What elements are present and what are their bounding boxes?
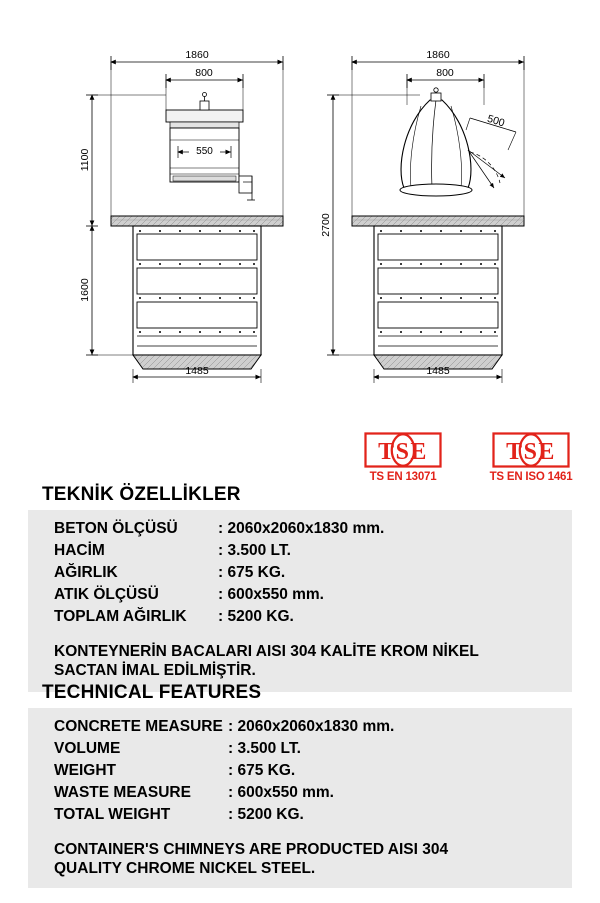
table-row bbox=[28, 804, 572, 826]
spec-note-tr: KONTEYNERİN BACALARI AISI 304 KALİTE KROM NİKEL SACTAN İMAL EDİLMİŞTİR. bbox=[54, 643, 479, 679]
table-row bbox=[28, 606, 572, 628]
table-row bbox=[28, 782, 572, 804]
tse-logo-icon bbox=[364, 432, 442, 468]
dim-top-inner-left bbox=[166, 67, 243, 88]
spec-value: : 5200 KG. bbox=[218, 608, 294, 625]
table-row bbox=[28, 716, 572, 738]
dim-height-upper-left bbox=[79, 95, 98, 226]
spec-value: : 2060x2060x1830 mm. bbox=[218, 520, 385, 537]
spec-key: TOPLAM AĞIRLIK bbox=[54, 608, 187, 625]
spec-key: HACİM bbox=[54, 542, 105, 559]
svg-text:1600: 1600 bbox=[79, 278, 91, 302]
svg-text:2700: 2700 bbox=[320, 213, 332, 237]
tse-logo-icon bbox=[492, 432, 570, 468]
spec-note-en: CONTAINER'S CHIMNEYS ARE PRODUCTED AISI 304 QUALITY CHROME NICKEL STEEL. bbox=[54, 841, 449, 877]
dim-total-height bbox=[320, 95, 339, 355]
svg-text:TSE: TSE bbox=[378, 439, 428, 465]
dim-angle-500 bbox=[466, 113, 516, 188]
spec-key: WASTE MEASURE bbox=[54, 784, 191, 801]
spec-key: AĞIRLIK bbox=[54, 564, 118, 581]
table-row bbox=[28, 738, 572, 760]
spec-key: CONCRETE MEASURE bbox=[54, 718, 223, 735]
spec-value: : 2060x2060x1830 mm. bbox=[228, 718, 395, 735]
dim-top-inner-right bbox=[407, 67, 484, 88]
spec-value: : 600x550 mm. bbox=[218, 586, 324, 603]
table-row bbox=[28, 540, 572, 562]
svg-text:500: 500 bbox=[485, 112, 507, 130]
svg-text:800: 800 bbox=[195, 67, 213, 79]
svg-text:1860: 1860 bbox=[426, 49, 450, 61]
spec-key: ATIK ÖLÇÜSÜ bbox=[54, 586, 159, 603]
svg-text:1485: 1485 bbox=[426, 365, 450, 377]
technical-drawing bbox=[0, 0, 600, 420]
spec-value: : 3.500 LT. bbox=[218, 542, 291, 559]
table-row bbox=[28, 584, 572, 606]
svg-text:1485: 1485 bbox=[185, 365, 209, 377]
svg-text:1860: 1860 bbox=[185, 49, 209, 61]
spec-value: : 600x550 mm. bbox=[228, 784, 334, 801]
svg-text:550: 550 bbox=[196, 146, 213, 157]
spec-table-en bbox=[28, 708, 572, 888]
spec-value: : 675 KG. bbox=[228, 762, 296, 779]
spec-value: : 5200 KG. bbox=[228, 806, 304, 823]
side-elevation-view bbox=[320, 49, 524, 383]
section-title-tr: TEKNİK ÖZELLİKLER bbox=[42, 484, 241, 505]
spec-key: WEIGHT bbox=[54, 762, 116, 779]
spec-key: BETON ÖLÇÜSÜ bbox=[54, 520, 178, 537]
svg-text:800: 800 bbox=[436, 67, 454, 79]
section-title-en: TECHNICAL FEATURES bbox=[42, 682, 262, 703]
technical-specs-tr bbox=[28, 482, 572, 692]
table-row bbox=[28, 760, 572, 782]
table-row bbox=[28, 518, 572, 540]
spec-key: VOLUME bbox=[54, 740, 121, 757]
front-elevation-view bbox=[79, 49, 283, 383]
technical-specs-en bbox=[28, 680, 572, 888]
svg-text:TSE: TSE bbox=[506, 439, 556, 465]
dim-height-lower-left bbox=[79, 226, 98, 355]
spec-value: : 3.500 LT. bbox=[228, 740, 301, 757]
table-row bbox=[28, 562, 572, 584]
spec-key: TOTAL WEIGHT bbox=[54, 806, 171, 823]
svg-text:1100: 1100 bbox=[79, 148, 91, 172]
cert-label: TS EN 13071 bbox=[369, 471, 437, 483]
spec-table-tr bbox=[28, 510, 572, 692]
spec-value: : 675 KG. bbox=[218, 564, 286, 581]
cert-label: TS EN ISO 1461 bbox=[489, 471, 573, 483]
